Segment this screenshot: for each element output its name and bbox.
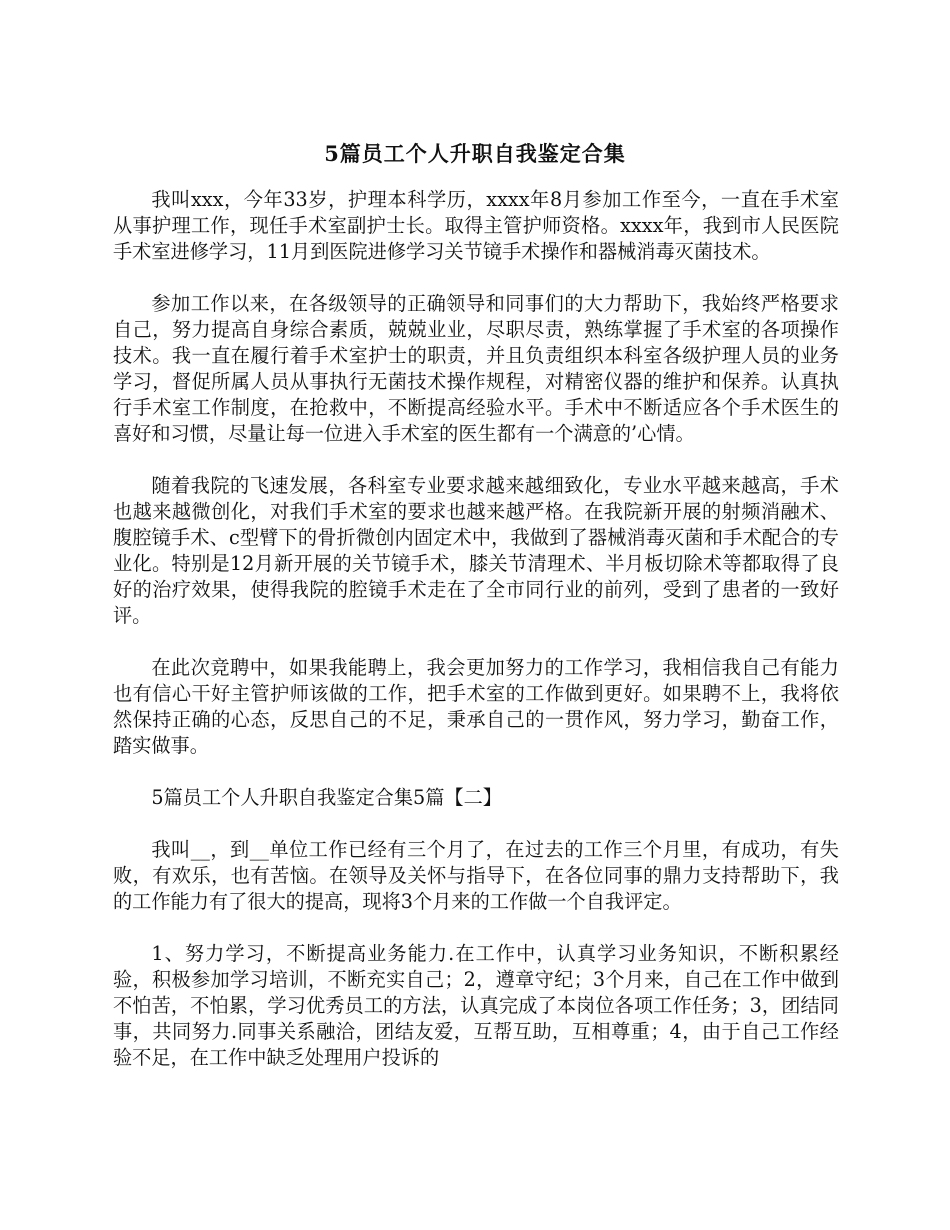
document-body <box>113 187 839 1071</box>
document-title: 5篇员工个人升职自我鉴定合集 <box>324 141 626 166</box>
paragraph: 我叫__，到__单位工作已经有三个月了，在过去的工作三个月里，有成功，有失败，有欢乐，也有苦恼。在领导及关怀与指导下，在各位同事的鼎力支持帮助下，我的工作能力有了很大的提高，现将3个月来的工作做一个自我评定。 <box>113 838 839 913</box>
paragraph: 1、努力学习，不断提高业务能力.在工作中，认真学习业务知识，不断积累经验，积极参加学习培训，不断充实自己；2，遵章守纪；3个月来，自己在工作中做到不怕苦，不怕累，学习优秀员工的方法，认真完成了本岗位各项工作任务；3，团结同事，共同努力.同事关系融洽，团结友爱，互帮互助，互相尊重；4，由于自己工作经验不足，在工作中缺乏处理用户投诉的 <box>113 942 839 1069</box>
paragraph: 参加工作以来，在各级领导的正确领导和同事们的大力帮助下，我始终严格要求自己，努力提高自身综合素质，兢兢业业，尽职尽责，熟练掌握了手术室的各项操作技术。我一直在履行着手术室护士的职责，并且负责组织本科室各级护理人员的业务学习，督促所属人员从事执行无菌技术操作规程，对精密仪器的维护和保养。认真执行手术室工作制度，在抢救中，不断提高经验水平。手术中不断适应各个手术医生的喜好和习惯，尽量让每一位进入手术室的医生都有一个满意的’心情。 <box>113 292 839 445</box>
paragraph: 我叫xxx，今年33岁，护理本科学历，xxxx年8月参加工作至今，一直在手术室从事护理工作，现任手术室副护士长。取得主管护师资格。xxxx年，我到市人民医院手术室进修学习，11月到医院进修学习关节镜手术操作和器械消毒灭菌技术。 <box>113 188 839 263</box>
paragraph: 随着我院的飞速发展，各科室专业要求越来越细致化，专业水平越来越高，手术也越来越微创化，对我们手术室的要求也越来越严格。在我院新开展的射频消融术、腹腔镜手术、c型臂下的骨折微创内固定术中，我做到了器械消毒灭菌和手术配合的专业化。特别是12月新开展的关节镜手术，膝关节清理术、半月板切除术等都取得了良好的治疗效果，使得我院的腔镜手术走在了全市同行业的前列，受到了患者的一致好评。 <box>113 474 839 627</box>
paragraph: 在此次竞聘中，如果我能聘上，我会更加努力的工作学习，我相信我自己有能力也有信心干好主管护师该做的工作，把手术室的工作做到更好。如果聘不上，我将依然保持正确的心态，反思自己的不足，秉承自己的一贯作风，努力学习，勤奋工作，踏实做事。 <box>113 656 839 757</box>
section-heading: 5篇员工个人升职自我鉴定合集5篇【二】 <box>151 786 502 809</box>
